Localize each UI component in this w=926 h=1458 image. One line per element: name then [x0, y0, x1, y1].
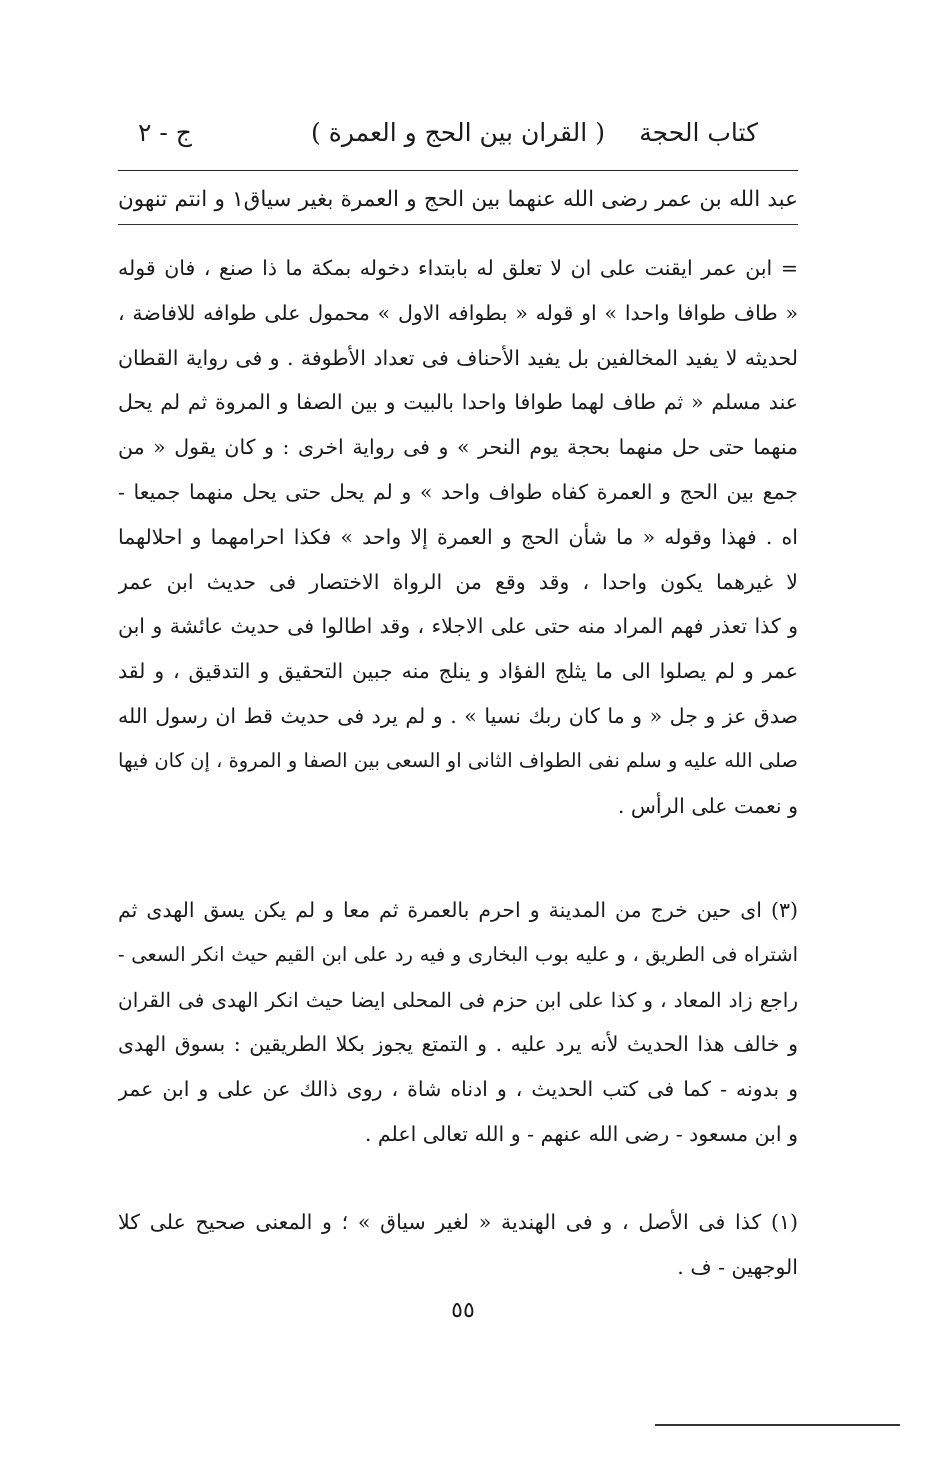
footnote-line: اشتراه فى الطريق ، و عليه بوب البخارى و فيه رد على ابن القيم حيث انكر السعى -: [118, 942, 798, 966]
footnote-line: عند مسلم « ثم طاف لهما طوافا واحدا بالبيت و بين الصفا و المروة ثم لم يحل: [118, 390, 798, 415]
footnote-line: عمر و لم يصلوا الى ما يثلج الفؤاد و ينلج منه جبين التحقيق و التدقيق ، و لقد: [118, 659, 798, 684]
footnote-line: منهما حتى حل منهما بحجة يوم النحر » و فى رواية اخرى : و كان يقول « من: [118, 435, 798, 460]
footnote-line: و بدونه - كما فى كتب الحديث ، و ادناه شاة ، روى ذالك عن على و ابن عمر: [118, 1077, 798, 1102]
footnote-line: و كذا تعذر فهم المراد منه حتى على الاجلاء ، وقد اطالوا فى حديث عائشة و ابن: [118, 614, 798, 639]
footnote-line: اه . فهذا وقوله « ما شأن الحج و العمرة إلا واحد » فكذا احرامهما و احلالهما: [118, 524, 798, 549]
footnote-3: [118, 888, 798, 1157]
footnote-continued: [118, 246, 798, 828]
header-section-title: ( القران بين الحج و العمرة ): [311, 118, 605, 147]
running-header: [118, 112, 798, 160]
footnote-line: = ابن عمر ايقنت على ان لا تعلق له بابتداء دخوله بمكة ما ذا صنع ، فان قوله: [118, 256, 798, 280]
page-number: ٥٥: [451, 1298, 475, 1323]
footnote-line: لا غيرهما يكون واحدا ، وقد وقع من الرواة الاختصار فى حديث ابن عمر: [118, 569, 798, 594]
footnote-line: الوجهين - ف .: [677, 1254, 798, 1279]
footnote-line: و ابن مسعود - رضى الله عنهم - و الله تعالى اعلم .: [364, 1121, 798, 1146]
footnote-line: و خالف هذا الحديث لأنه يرد عليه . و التمتع يجوز بكلا الطريقين : بسوق الهدى: [118, 1032, 798, 1057]
bottom-rule: [655, 1424, 900, 1426]
footnote-line: و نعمت على الرأس .: [617, 793, 798, 818]
footnote-line: (١) كذا فى الأصل ، و فى الهندية « لغير سياق » ؛ و المعنى صحيح على كلا: [118, 1210, 798, 1234]
footnote-line: صلى الله عليه و سلم نفى الطواف الثانى او السعى بين الصفا و المروة ، إن كان فيها: [118, 748, 798, 772]
footnote-separator: [118, 224, 798, 225]
footnote-line: جمع بين الحج و العمرة كفاه طواف واحد » و لم يحل حتى يحل منهما جميعا -: [118, 479, 798, 504]
footnote-line: « طاف طوافا واحدا » او قوله « بطوافه الاول » محمول على طوافه للافاضة ،: [118, 300, 798, 325]
header-book-title: كتاب الحجة: [639, 118, 758, 147]
header-volume: ج - ٢: [138, 118, 192, 147]
footnote-line: صدق عز و جل « و ما كان ربك نسيا » . و لم يرد فى حديث قط ان رسول الله: [118, 703, 798, 728]
main-text-line: عبد الله بن عمر رضى الله عنهما بين الحج و العمرة بغير سياق١ و انتم تنهون: [118, 187, 798, 212]
footnote-line: (٣) اى حين خرج من المدينة و احرم بالعمرة ثم معا و لم يكن يسق الهدى ثم: [118, 898, 798, 922]
header-rule: [118, 170, 798, 171]
footnote-1: [118, 1200, 798, 1290]
footnote-line: راجع زاد المعاد ، و كذا على ابن حزم فى المحلى ايضا حيث انكر الهدى فى القران: [118, 987, 798, 1012]
footnote-line: لحديثه لا يفيد المخالفين بل يفيد الأحناف فى تعداد الأطوفة . و فى رواية القطان: [118, 345, 798, 370]
